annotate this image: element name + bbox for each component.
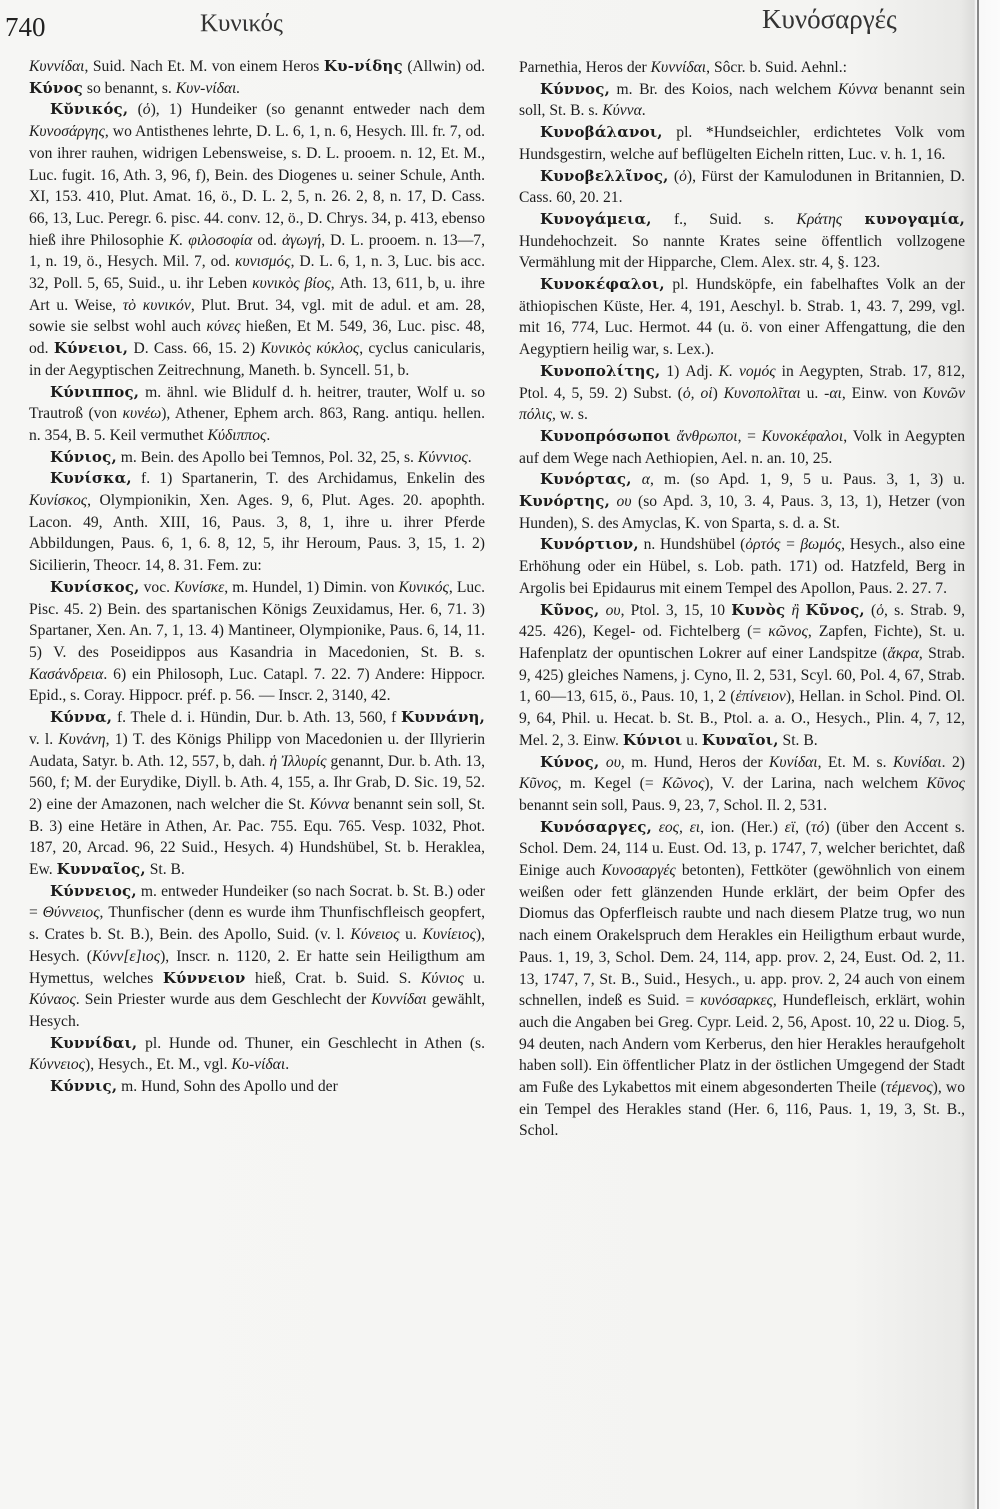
entry-continuation — [519, 57, 965, 79]
entry-headword: Κύνος — [29, 78, 83, 97]
entry-text: ( — [864, 601, 877, 619]
entry-headword: Κύννειον — [162, 968, 246, 987]
entry-text: , cyclus canicularis, in der Aegyptischen Zeitrechnung, Maneth. b. Syncell. 51, b. — [29, 340, 486, 379]
entry-text: ), 1) Hundeiker (so genannt entweder nach dem — [150, 101, 485, 119]
entry-text: 1) Adj. — [660, 362, 719, 380]
entry-text: voc. — [139, 578, 175, 596]
greek-term: ὁ — [679, 167, 687, 185]
dictionary-entry — [29, 707, 485, 881]
entry-text: m. entweder Hundeiker (so nach Socrat. b. St. B.) oder = — [29, 882, 485, 922]
entry-text: . 6) ein Philosoph, Luc. Catapl. 7. 22. 7) Andere: Hippocr. Epid., s. Coray. Hippocr. préf. p. 56. — Inscr. 2, 3140, 42. — [29, 665, 485, 705]
entry-text: , m. Hundel, 1) Dimin. von — [224, 578, 399, 596]
entry-text: . Sein Priester wurde aus dem Geschlecht der — [75, 991, 372, 1009]
greek-term: ὁ — [142, 101, 151, 119]
greek-term: Κυνοπολῖται — [723, 384, 801, 402]
entry-text: in Aegypten, Strab. 17, 812, Ptol. 4, 5, 59. 2) Subst. ( — [519, 362, 965, 402]
entry-headword: Κῦνος, — [805, 600, 865, 619]
entry-headword: κυνογαμία, — [864, 209, 965, 228]
entry-text: , 1) T. des Königs Philipp von Macedonien u. der Illyrierin Audata, Satyr. b. Ath. 12, 557, b, dah. — [29, 730, 485, 770]
entry-text: m. Hund, Sohn des Apollo und der — [117, 1078, 338, 1096]
entry-text: , m. (so Apd. 1, 9, 5 u. Paus. 3, 1, 3) u. — [649, 471, 965, 489]
greek-term: Κυνάνη — [58, 730, 106, 748]
entry-text: pl. Hunde od. Thuner, ein Geschlecht in Athen (s. — [137, 1034, 485, 1052]
greek-term: Κύδιππος — [207, 426, 267, 444]
entry-text: , m. Hund, Heros der — [620, 753, 770, 771]
entry-text: ), Hesych., Et. M., vgl. — [85, 1056, 232, 1074]
entry-text: hieß, Crat. b. Suid. S. — [245, 969, 421, 987]
dictionary-entry — [519, 166, 965, 209]
greek-term: Κυνοσάργης — [29, 123, 105, 141]
entry-text: , wo Antisthenes lehrte, D. L. 6, 1, n. 6, Hesych. Ill. fr. 7, od. von ihrer rauhen, widrigen Lebensweise, s. D. L. prooem. n. 12, Et. M., Luc. fugit. 16, Ath. 3, 96, f), Bein. des Diogenes u. seiner Schule, Anth. XI, 153. 410, Plut. Amat. 16, ö., D. L. 2, 5, n. 26. 2, 8, n. 17, D. Cass. 66, 13, Luc. Peregr. 6. pisc. 44. conv. 12, ö., D. Chrys. 34, p. 413, ebenso hieß ihre Philosophie — [29, 123, 485, 249]
entry-text: , Et. M. s. — [817, 753, 893, 771]
dictionary-entry — [519, 752, 965, 817]
greek-term: κυνέω — [122, 405, 162, 423]
entry-text: , Sôcr. b. Suid. Aehnl.: — [706, 59, 847, 76]
greek-term: ἄνθρωποι — [676, 427, 738, 445]
entry-text: , ( — [795, 818, 811, 836]
greek-term: Κῦνος — [519, 775, 558, 793]
dictionary-entry — [29, 577, 485, 707]
entry-headword: Κύννις, — [50, 1077, 118, 1096]
entry-text: m. ähnl. wie Blidulf d. h. heitrer, trauter, Wolf u. so Trautroß (von — [29, 383, 485, 423]
greek-term: Κύννειος — [29, 1056, 86, 1074]
entry-text: f., Suid. s. — [651, 210, 797, 228]
entry-headword: Κυνναῖος, — [56, 860, 146, 879]
greek-term: κυνισμός — [235, 253, 291, 271]
entry-text — [842, 211, 864, 228]
dictionary-entry — [29, 99, 485, 381]
greek-term: Κυνῶν πόλις — [519, 384, 965, 424]
dictionary-entry — [519, 469, 965, 534]
dictionary-entry — [29, 468, 485, 577]
entry-headword: Κύννος, — [540, 79, 611, 98]
entry-text: , w. s. — [552, 406, 588, 424]
entry-headword: Κύννειος, — [50, 881, 137, 900]
entry-headword: Κύνιοι — [622, 730, 683, 749]
entry-text: . — [285, 1056, 290, 1074]
entry-headword: Κυνόρτης, — [519, 492, 610, 511]
page-header — [0, 4, 1000, 44]
entry-text: , Ath. 13, 611, b, u. ihre Art u. Weise, — [29, 275, 485, 314]
entry-text: f. Thele d. i. Hündin, Dur. b. Ath. 13, 560, f — [112, 709, 402, 727]
entry-headword: Κυνὸς — [731, 600, 786, 619]
greek-term: K. νομός — [718, 362, 776, 380]
entry-text: benannt sein soll, St. B. s. — [519, 80, 965, 120]
entry-text: , Suid. Nach Et. M. von einem Heros — [84, 58, 324, 75]
entry-text: Parnethia, Heros der — [519, 59, 651, 76]
greek-term: Κυννίδαι — [650, 59, 707, 76]
greek-term: Κῦνος — [926, 775, 965, 793]
entry-headword: Κυννίδαι, — [50, 1033, 138, 1052]
greek-term: α — [641, 471, 650, 489]
entry-text: , Olympionikin, Xen. Ages. 9, 6, Plut. Ages. 20. apophth. Lacon. 49, Anth. XIII, 16, Paus. 3, 8, 1, ihre u. ihrer Pferde Abbildungen, Paus. 6, 1, 6. 8, 12, 5, ihr Heroum, Paus. 3, 15, 1. 2) Sicilierin, Theocr. 14, 8. 31. Fem. zu: — [29, 492, 485, 575]
entry-text: benannt sein soll, Paus. 9, 23, 7, Schol. Il. 2, 531. — [519, 796, 827, 814]
entry-text: Hundehochzeit. So nannte Krates seine öffentlich vollzogene Vermählung mit der Hipparche, Clem. Alex. str. 4, §. 123. — [519, 232, 965, 272]
entry-text: ) — [712, 384, 724, 402]
entry-text: , Einw. von — [841, 384, 923, 402]
dictionary-entry — [519, 274, 965, 361]
entry-text: , s. Strab. 9, 425. 426), Kegel- od. Fichtelberg (= — [519, 601, 966, 641]
greek-term: Κασάνδρεια — [29, 665, 104, 683]
entry-text: ), wo ein Tempel des Herakles stand (Her. 6, 116, Paus. 1, 19, 3, St. B., Schol. — [519, 1079, 965, 1140]
greek-term: Κυνίδαι — [769, 753, 818, 771]
entry-text: , D. L. prooem. n. 13—7, 1, n. 19, ö., Hesych. Mil. 7, od. — [29, 231, 485, 271]
greek-term: ἢ — [791, 601, 800, 619]
entry-text — [652, 819, 659, 836]
entry-text: ( — [668, 167, 680, 185]
entry-text: . — [641, 102, 646, 120]
entry-headword: Κυνοβάλανοι, — [540, 123, 663, 142]
greek-term: ου — [616, 493, 632, 511]
entry-text: , m. Kegel (= — [557, 775, 662, 793]
greek-term: Κύννα — [602, 102, 642, 120]
greek-term: ἀγωγή — [281, 231, 322, 249]
greek-term: ὀρτός = βωμός — [745, 536, 842, 554]
greek-term: Κύνιος — [420, 969, 464, 987]
entry-text: so benannt, s. — [83, 79, 176, 97]
entry-text: u. - — [800, 384, 830, 402]
entry-text: . — [266, 426, 271, 444]
entry-headword: Κυ-νίδης — [323, 57, 403, 75]
entry-text: , Volk in Aegypten auf dem Wege nach Aethiopien, Ael. n. an. 10, 25. — [519, 427, 965, 467]
entry-text: pl. *Hundseichler, erdichtetes Volk vom Hundsgestirn, welche auf beflügelten Eicheln ritten, Luc. v. h. 1, 16. — [519, 124, 965, 163]
greek-term: ἄκρα — [887, 644, 919, 662]
greek-term: Κυνίδαι — [893, 753, 942, 771]
entry-text: St. B. — [778, 731, 818, 749]
greek-term: Κυν-νίδαι. — [175, 79, 241, 97]
greek-term: Κυνικὸς κύκλος — [260, 340, 360, 358]
greek-term: Κύνν[ε]ιος — [91, 947, 161, 965]
entry-continuation — [29, 56, 485, 99]
entry-text: . — [467, 448, 472, 466]
entry-text: ) (über den Accent s. Schol. Dem. 24, 114 u. Eust. Od. 13, p. 1747, 7, welcher berichtet, daß Einige auch — [519, 818, 965, 880]
entry-headword: Κυνίσκος, — [50, 577, 140, 596]
entry-text: . 2) — [941, 753, 965, 771]
greek-term: κῶνος — [768, 623, 808, 641]
entry-text: , Hundefleisch, erklärt, wohin auch die Angaben bei Greg. Cypr. Leid. 2, 56, Apost. 10, 22 u. Diog. 5, 94 deuten, nach Andern vom Kerberus, den hier Herakles heraufgeholt haben soll). Ein öffentlicher Platz in der östlichen Umgegend der Stadt am Fuße des Lykabettos mit einem abgesonderten Theile ( — [519, 992, 965, 1097]
greek-term: Κυννίδαι — [29, 58, 85, 75]
entry-text: v. l. — [29, 730, 59, 748]
dictionary-entry — [29, 447, 485, 469]
entry-text: f. 1) Spartanerin, T. des Archidamus, Enkelin des — [131, 470, 485, 488]
entry-text: u. — [682, 731, 702, 749]
entry-text: n. Hundshübel ( — [638, 536, 746, 554]
greek-term: τὸ κυνικόν — [122, 296, 191, 314]
greek-term: Κυνίσκος — [29, 492, 88, 510]
greek-term: Κυνοσαργές — [601, 862, 676, 880]
dictionary-entry — [519, 122, 965, 165]
greek-term: ὁ, οἱ — [682, 384, 713, 402]
entry-headword: Κυννάνη, — [401, 708, 485, 727]
dictionary-entry — [519, 79, 965, 122]
greek-term: Κράτης — [796, 210, 843, 228]
running-head-left: Κυνικός — [200, 10, 283, 37]
entry-headword: Κυνοβελλῖνος, — [540, 166, 669, 185]
column-left — [29, 56, 485, 1098]
greek-term: κύνες — [206, 318, 241, 336]
entry-text: , Thunfischer (denn es wurde ihm Thunfischfleisch geopfert, s. Crates b. St. B.), Bein. des Apollo, Suid. (v. l. — [29, 904, 485, 944]
entry-text: (so Apd. 3, 10, 3. 4, Paus. 3, 13, 1), Hetzer (von Hunden), S. des Amyclas, K. von Sparta, s. d. a. St. — [519, 493, 965, 532]
greek-term: ὁ — [876, 601, 885, 619]
entry-headword: Κυνόσαργες, — [540, 817, 653, 836]
entry-headword: Κύνειοι, — [53, 339, 129, 358]
entry-text: gewählt, Hesych. — [29, 991, 485, 1030]
entry-text: , Ptol. 3, 15, 10 — [620, 601, 732, 619]
entry-text: , Strab. 9, 425) gleiches Namens, j. Cyno, Il. 2, 531, Scyl. 60, Pol. 4, 67, Strab. 1, 60—13, 615, ö., Paus. 10, 1, 2 ( — [519, 644, 965, 706]
entry-text: D. Cass. 66, 15. 2) — [128, 340, 261, 358]
entry-headword: Κυνόρτας, — [540, 470, 632, 489]
entry-headword: Κύνιππος, — [50, 382, 140, 401]
dictionary-entry — [519, 817, 965, 1143]
entry-text: , Hesych., also eine Erhöhung oder ein Hübel, s. Lob. path. 171) od. Hatzfeld, Berg in Argolis bei Epidaurus mit einem Tempel des Apollon, Paus. 2. 27. 7. — [519, 536, 965, 597]
page-number: 740 — [5, 12, 46, 42]
greek-term: Κυνικός — [398, 578, 449, 596]
entry-text: genannt, Dur. b. Ath. 13, 560, f; M. der Eurydike, Diyll. b. Ath. 4, 155, a. Ihr Grab, D. Sic. 19, 52. 2) eine der Amazonen, nach welcher die St. — [29, 752, 485, 813]
entry-text: ( — [128, 101, 143, 119]
greek-term: ου — [605, 753, 621, 771]
dictionary-entry — [519, 534, 965, 599]
entry-headword: Κύννα, — [50, 708, 113, 727]
entry-text: ), Hesych. ( — [29, 926, 485, 965]
greek-term: Κυννίδαι — [371, 991, 427, 1009]
entry-text: ), Athener, Ephem arch. 863, Rang. antiqu. hellen. n. 354, B. 5. Keil vermuthet — [29, 405, 485, 444]
entry-text: od. — [252, 231, 282, 249]
entry-text: u. — [463, 969, 485, 987]
greek-term: ου — [605, 601, 621, 619]
running-head-right: Κυνόσαργές — [762, 4, 897, 34]
greek-term: εος, ει — [658, 818, 701, 836]
dictionary-entry — [519, 426, 965, 469]
entry-headword: Κυνόρτιον, — [540, 535, 639, 554]
dictionary-entry — [519, 209, 965, 274]
entry-headword: Κυναῖοι, — [701, 730, 779, 749]
greek-term: ἐπίνειον — [735, 688, 786, 706]
entry-text: , ion. (Her.) — [700, 818, 785, 836]
entry-text: ), Fürst der Kamulodunen in Britannien, D. Cass. 60, 20. 21. — [519, 167, 965, 207]
dictionary-entry — [29, 382, 485, 447]
greek-term: Κυνίειος — [422, 926, 476, 944]
greek-term: Κύννιος — [417, 448, 468, 466]
greek-term: K. φιλοσοφία — [168, 231, 253, 249]
entry-text: , Luc. Pisc. 45. 2) Bein. des spartanischen Königs Zeuxidamus, Her. 6, 71. 3) Spartaner, Xen. An. 7, 1, 13. 4) Mantineer, Olympionike, Paus. 6, 14, 11. 5) V. des Poseidippos aus Kasandria in Macedonien, St. B. s. — [29, 578, 485, 661]
greek-term: ἡ Ἰλλυρίς — [269, 752, 327, 770]
entry-headword: Κυνοπολίτης, — [540, 361, 661, 380]
greek-term: κυνόσαρκες — [700, 992, 773, 1010]
greek-term: εϊ — [784, 818, 796, 836]
dictionary-entry — [519, 600, 965, 752]
column-right — [519, 57, 965, 1142]
entry-headword: Κυνίσκα, — [50, 469, 132, 488]
dictionary-entry — [29, 881, 485, 1033]
entry-text: , Zapfen, Fichte), St. u. Hafenplatz der opuntischen Lokrer auf einer Landspitze ( — [519, 623, 965, 662]
entry-text: ), Hellan. in Schol. Pind. Ol. 9, 64, Phil. u. Hecat. b. St. B., Ptol. a. a. O., Hesych., Plin. 4, 7, 12, Mel. 2, 3. Einw. — [519, 688, 965, 749]
entry-text: , Plut. Brut. 34, vgl. mit de adul. et am. 28, sowie sie selbst wohl auch — [29, 296, 486, 336]
greek-term: Κύνειος — [350, 926, 400, 944]
greek-term: Κυ-νίδαι — [231, 1056, 286, 1074]
greek-term: Κύννα — [837, 80, 878, 98]
entry-text: u. — [399, 926, 423, 944]
entry-text: m. Bein. des Apollo bei Temnos, Pol. 32, 25, s. — [116, 448, 418, 466]
entry-text: benannt sein soll, St. B. 3) eine Hetäre in Athen, Ar. Pac. 755. Equ. 765. Vesp. 1032, Phot. 187, 20, Arcad. 96, 22 Suid., Hesych. 4) Hundshübel, St. b. Heraklea, Ew. — [29, 795, 485, 879]
page-edge-shadow — [977, 0, 979, 1509]
entry-headword: Κυνοπρόσωποι — [540, 426, 671, 445]
entry-headword: Κύνος, — [540, 752, 600, 771]
entry-text — [632, 471, 642, 488]
entry-headword: Κῦνος, — [540, 600, 600, 619]
greek-term: Κύναος — [29, 991, 76, 1009]
greek-term: Κύννα — [309, 795, 350, 813]
greek-term: Κυνίσκε — [174, 578, 225, 596]
entry-text: ), Inscr. n. 1120, 2. Er hatte sein Heiligthum am Hymettus, welches — [29, 947, 485, 987]
dictionary-entry — [29, 1033, 485, 1076]
entry-text: pl. Hundsköpfe, ein fabelhaftes Volk an der äthiopischen Küste, Her. 4, 191, Aeschyl. b. Strab. 1, 43. 7, 299, vgl. mit 16, 774, Luc. Hermot. 44 (u. ö. von einer Affengattung, die den Aegyptiern heilig war, s. Lex.). — [519, 276, 965, 359]
entry-text: m. Br. des Koios, nach welchem — [610, 80, 838, 98]
greek-term: Κῶνος — [661, 775, 705, 793]
entry-headword: Κύνιος, — [50, 447, 117, 466]
entry-text: St. B. — [145, 861, 185, 879]
greek-term: τό — [810, 818, 825, 836]
greek-term: κυνικὸς βίος — [252, 275, 331, 293]
greek-term: τέμενος — [885, 1079, 933, 1097]
dictionary-entry — [29, 1076, 485, 1098]
greek-term: αι — [829, 384, 842, 402]
entry-text: (Allwin) od. — [402, 58, 485, 75]
entry-text: , = — [737, 427, 762, 445]
entry-text: , D. L. 6, 1, n. 3, Luc. bis acc. 32, Poll. 5, 65, Suid., u. ihr Leben — [29, 253, 485, 293]
entry-text: ), V. der Larina, nach welchem — [704, 775, 927, 793]
greek-term: Κυνοκέφαλοι — [761, 427, 844, 445]
entry-text: hießen, Et M. 549, 36, Luc. pisc. 48, od. — [29, 318, 485, 358]
entry-headword: Κῠνικός, — [50, 100, 129, 119]
entry-headword: Κυνογάμεια, — [540, 209, 652, 228]
entry-text: betonten), Fettköter (gewöhnlich von einem weißen oder fett glänzenden Hunde erklärt, der beim Opfer des Diomus das Opferfleisch raubte und nach diesem Platze trug, wo nun nach einem Orakelspruch dem Herakles ein Heiligthum erbaut wurde, Paus. 1, 19, 3, Schol. Dem. 24, 114, app. prov. 2, 24, Eust. Od. 2, 11. 13, 1747, 7, St. B., Suid., Hesych., u. app. prov. 2, 24 auch von einem schnellen, indeß es Suid. = — [519, 862, 965, 1010]
entry-headword: Κυνοκέφαλοι, — [540, 275, 665, 294]
greek-term: Θύννειος — [42, 904, 100, 922]
dictionary-entry — [519, 361, 965, 426]
